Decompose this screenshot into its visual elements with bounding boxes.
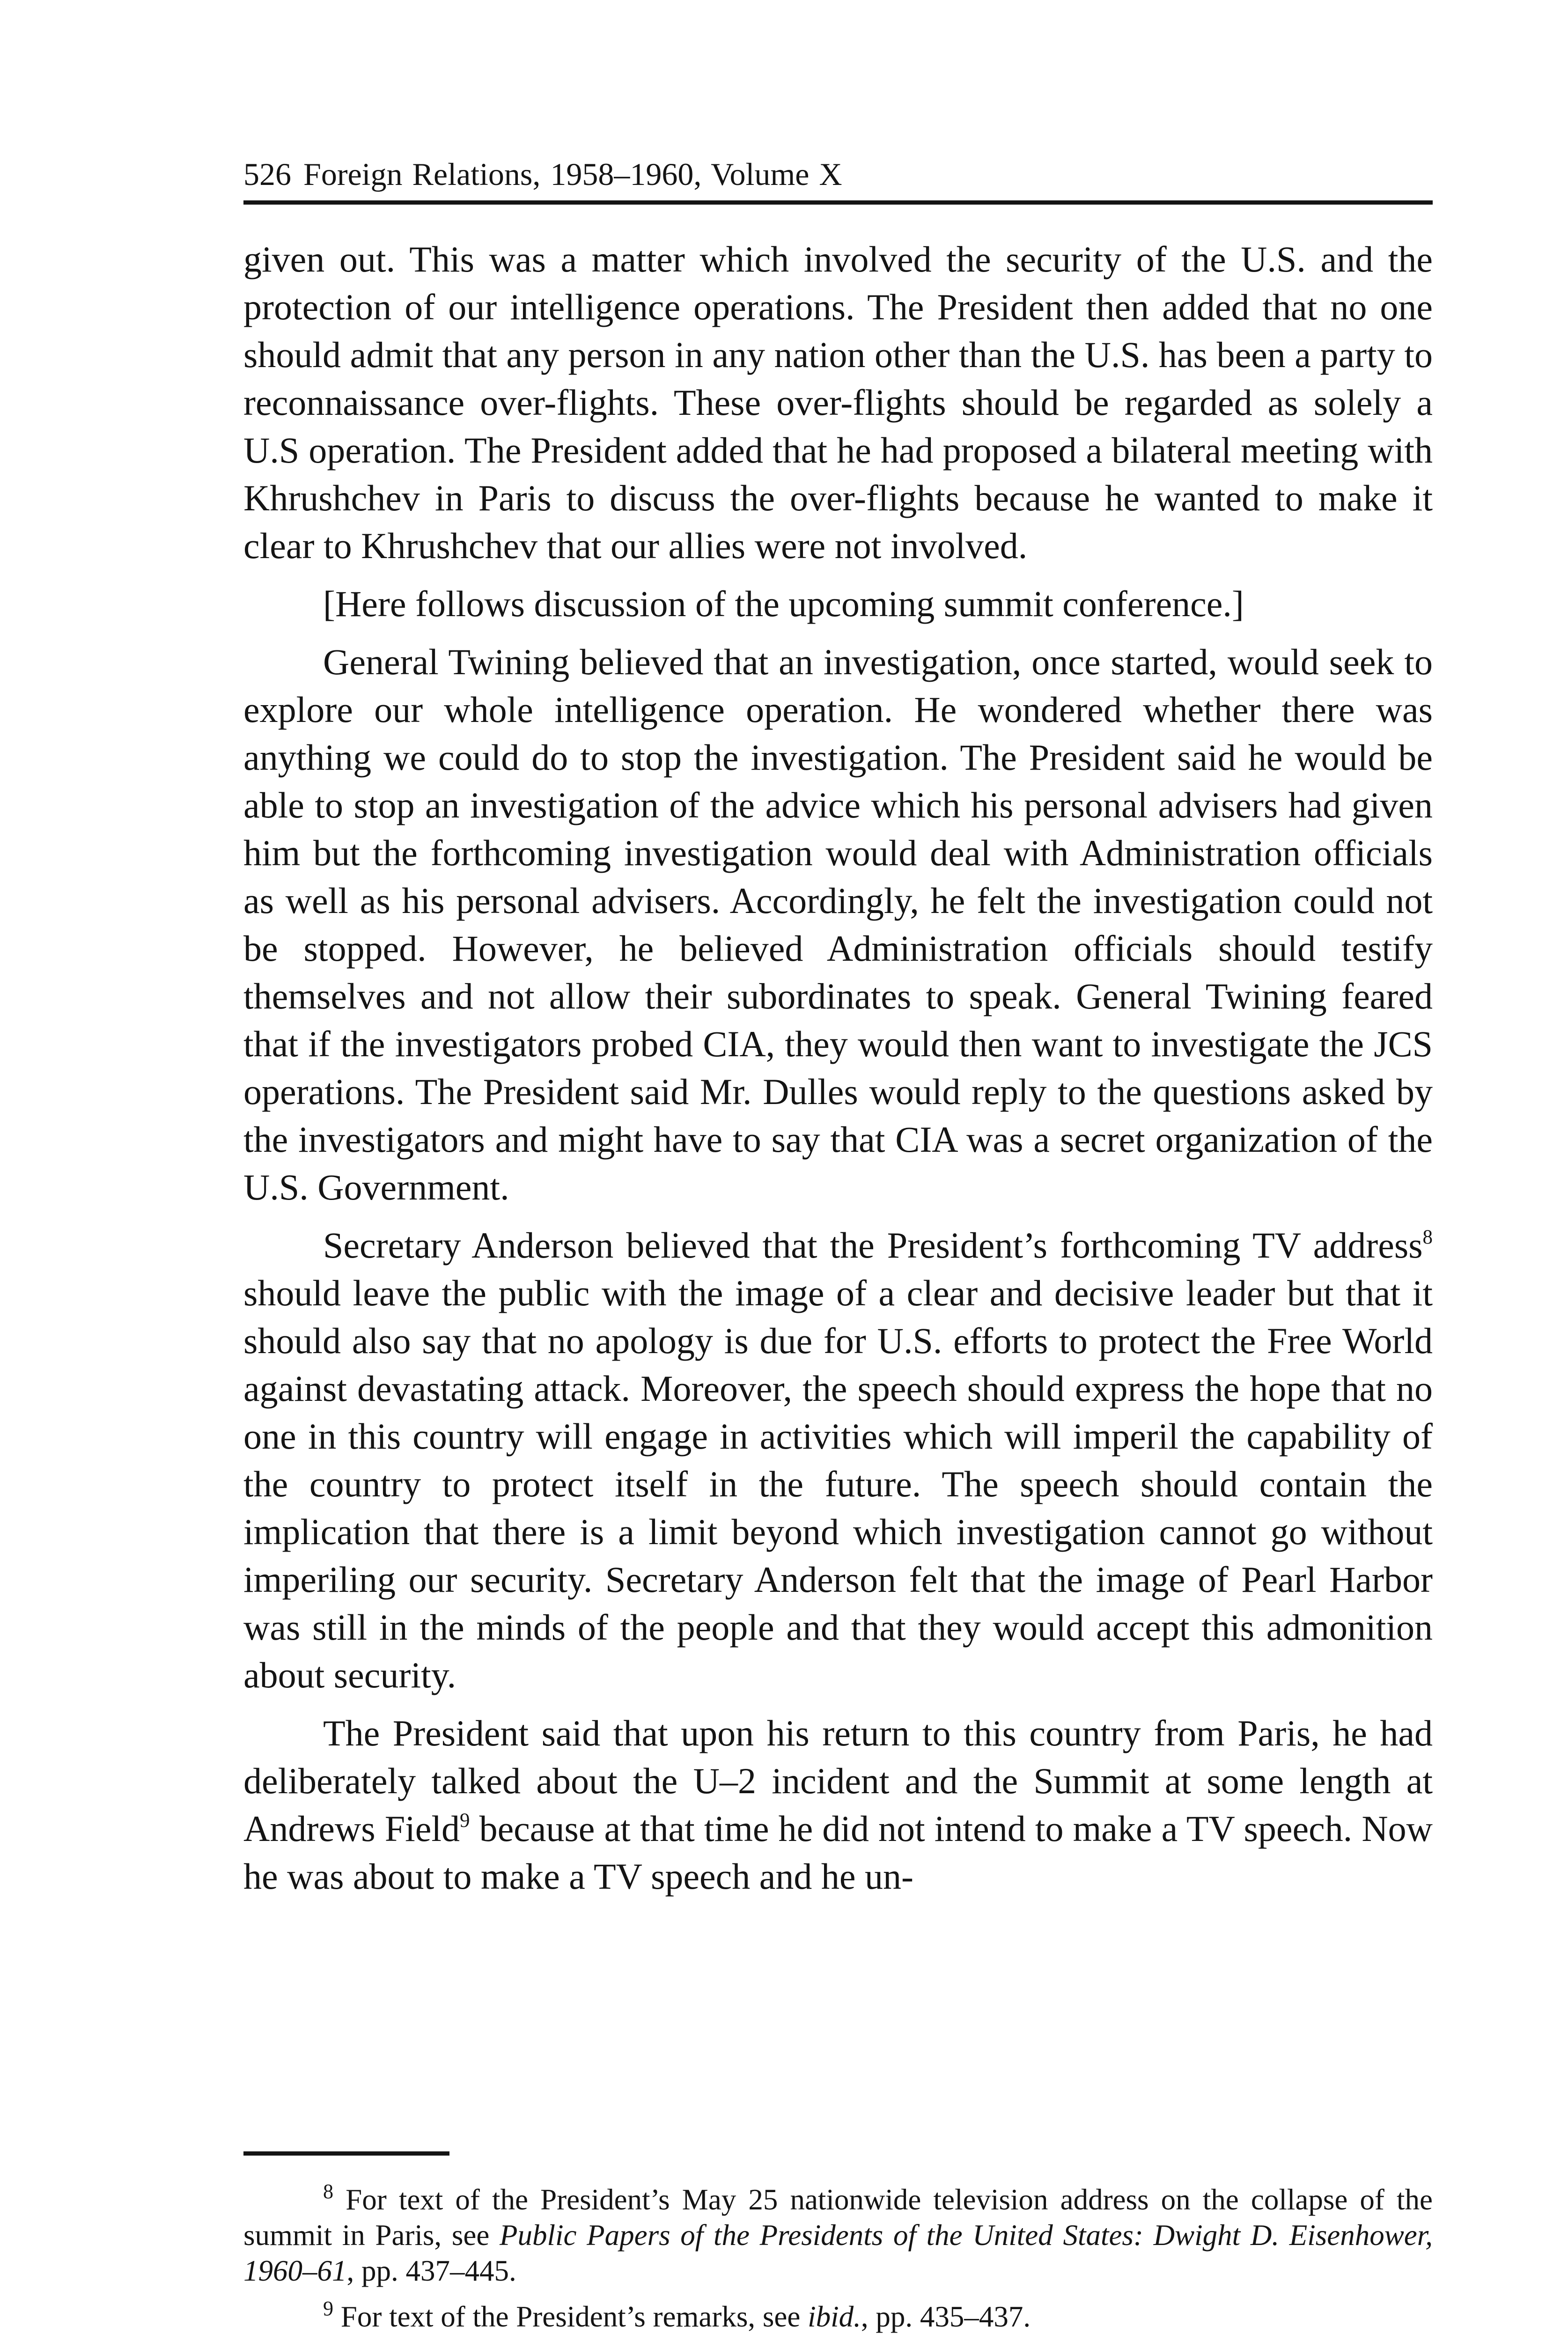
footnote-8 bbox=[243, 2179, 1433, 2289]
footnote-8-text-b: , pp. 437–445. bbox=[346, 2254, 516, 2287]
footnote-8-text-a: For text of the President’s May 25 nationwide television address on the collapse of the summit in Paris, see bbox=[243, 2183, 1433, 2252]
paragraph-4 bbox=[243, 1222, 1433, 1699]
paragraph-3 bbox=[243, 638, 1433, 1211]
footnote-9 bbox=[243, 2299, 1433, 2334]
footnote-ref-8: 8 bbox=[1422, 1226, 1433, 1248]
footnotes bbox=[243, 2179, 1433, 2341]
page-number: 526 bbox=[243, 156, 291, 192]
footnote-divider bbox=[243, 2151, 449, 2156]
paragraph-5 bbox=[243, 1709, 1433, 1900]
footnote-9-number: 9 bbox=[323, 2297, 334, 2320]
paragraph-2-text: [Here follows discussion of the upcoming summit conference.] bbox=[323, 583, 1244, 624]
body-text bbox=[243, 236, 1433, 1900]
paragraph-2 bbox=[243, 580, 1433, 628]
paragraph-4-text-b: should leave the public with the image of a clear and decisive leader but that it should also say that no apology is due for U.S. efforts to protect the Free World against devastating attack. Moreover, the speech should express the hope that no one in this country will engage in activities which will imperil the capability of the country to protect itself in the future. The speech should contain the implication that there is a limit beyond which investigation cannot go without imperiling our security. Secretary Anderson felt that the image of Pearl Harbor was still in the minds of the people and that they would accept this admonition about security. bbox=[243, 1273, 1433, 1695]
paragraph-5-text-b: because at that time he did not intend to make a TV speech. Now he was about to make a TV speech and he un- bbox=[243, 1808, 1433, 1897]
footnote-9-ibid: ibid. bbox=[808, 2300, 861, 2333]
footnote-8-number: 8 bbox=[323, 2179, 334, 2203]
paragraph-1-text: given out. This was a matter which involved the security of the U.S. and the protection of our intelligence operations. The President then added that no one should admit that any person in any nation other than the U.S. has been a party to reconnaissance over-flights. These over-flights should be regarded as solely a U.S operation. The President added that he had proposed a bilateral meeting with Khrushchev in Paris to discuss the over-flights because he wanted to make it clear to Khrushchev that our allies were not involved. bbox=[243, 239, 1433, 566]
paragraph-1 bbox=[243, 236, 1433, 570]
paragraph-5-text-a: The President said that upon his return to this country from Paris, he had deliberately talked about the U–2 incident and the Summit at some length at Andrews Field bbox=[243, 1713, 1433, 1849]
footnote-ref-9: 9 bbox=[460, 1809, 470, 1832]
paragraph-4-text-a: Secretary Anderson believed that the President’s forthcoming TV address bbox=[323, 1225, 1423, 1266]
footnote-8-publication-title: Public Papers of the Presidents of the United States: Dwight D. Eisenhower, 1960–61 bbox=[243, 2219, 1433, 2287]
paragraph-3-text: General Twining believed that an investigation, once started, would seek to explore our whole intelligence operation. He wondered whether there was anything we could do to stop the investigation. The President said he would be able to stop an investigation of the advice which his personal advisers had given him but the forthcoming investigation would deal with Administration officials as well as his personal advisers. Accordingly, he felt the investigation could not be stopped. However, he believed Administration officials should testify themselves and not allow their subordinates to speak. General Twining feared that if the investigators probed CIA, they would then want to investigate the JCS operations. The President said Mr. Dulles would reply to the questions asked by the investigators and might have to say that CIA was a secret organization of the U.S. Government. bbox=[243, 641, 1433, 1207]
footnote-9-text-b: , pp. 435–437. bbox=[861, 2300, 1031, 2333]
volume-title: Foreign Relations, 1958–1960, Volume X bbox=[303, 156, 842, 192]
running-header bbox=[243, 155, 1433, 205]
document-page bbox=[243, 155, 1433, 1911]
footnote-9-text-a: For text of the President’s remarks, see bbox=[333, 2300, 808, 2333]
